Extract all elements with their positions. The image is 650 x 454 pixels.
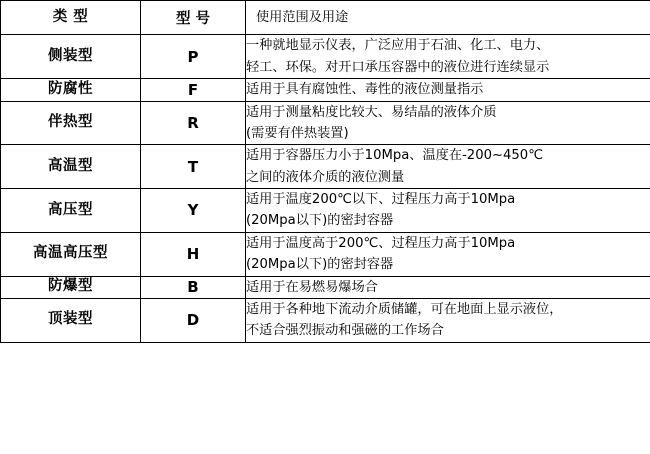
row-model: P xyxy=(141,35,246,79)
description-line: 适用于测量粘度比较大、易结晶的液体介质 xyxy=(246,104,497,120)
row-type: 顶装型 xyxy=(1,298,141,342)
table-row xyxy=(1,189,650,233)
row-description xyxy=(246,189,650,233)
table-row xyxy=(1,35,650,79)
description-line: (20Mpa以下)的密封容器 xyxy=(246,257,394,273)
description-line: 之间的液体介质的液位测量 xyxy=(246,169,405,185)
description-line: 适用于各种地下流动介质储罐，可在地面上显示液位， xyxy=(246,301,563,317)
description-line: (需要有伴热装置) xyxy=(246,125,349,141)
row-description xyxy=(246,79,650,101)
row-model: R xyxy=(141,101,246,145)
row-model: F xyxy=(141,79,246,101)
row-type: 高温型 xyxy=(1,145,141,189)
row-type: 高压型 xyxy=(1,189,141,233)
row-model: T xyxy=(141,145,246,189)
row-description xyxy=(246,276,650,298)
description-line: 适用于在易燃易爆场合 xyxy=(246,279,378,295)
row-type: 高温高压型 xyxy=(1,232,141,276)
row-type: 防爆型 xyxy=(1,276,141,298)
row-description xyxy=(246,35,650,79)
header-type: 类 型 xyxy=(1,1,141,35)
table-row xyxy=(1,145,650,189)
description-line: (20Mpa以下)的密封容器 xyxy=(246,213,394,229)
description-line: 不适合强烈振动和强磁的工作场合 xyxy=(246,323,444,339)
row-model: B xyxy=(141,276,246,298)
row-type: 侧装型 xyxy=(1,35,141,79)
table-row xyxy=(1,298,650,342)
table-body xyxy=(1,1,650,343)
row-description xyxy=(246,298,650,342)
description-line: 一种就地显示仪表，广泛应用于石油、化工、电力、 xyxy=(246,38,550,54)
row-model: H xyxy=(141,232,246,276)
description-line: 适用于温度200℃以下、过程压力高于10Mpa xyxy=(246,192,516,207)
header-description: 使用范围及用途 xyxy=(246,1,650,35)
table-header-row xyxy=(1,1,650,35)
row-description xyxy=(246,101,650,145)
description-line: 适用于温度高于200℃、过程压力高于10Mpa xyxy=(246,235,516,251)
row-description xyxy=(246,232,650,276)
table-row xyxy=(1,79,650,101)
description-line: 轻工、环保。对开口承压容器中的液位进行连续显示 xyxy=(246,59,550,75)
header-model: 型 号 xyxy=(141,1,246,35)
row-model: Y xyxy=(141,189,246,233)
table-row xyxy=(1,101,650,145)
description-line: 适用于具有腐蚀性、毒性的液位测量指示 xyxy=(246,82,484,98)
table-row xyxy=(1,276,650,298)
row-description xyxy=(246,145,650,189)
row-type: 伴热型 xyxy=(1,101,141,145)
description-line: 适用于容器压力小于10Mpa、温度在-200~450℃ xyxy=(246,148,544,164)
table-row xyxy=(1,232,650,276)
row-model: D xyxy=(141,298,246,342)
row-type: 防腐性 xyxy=(1,79,141,101)
